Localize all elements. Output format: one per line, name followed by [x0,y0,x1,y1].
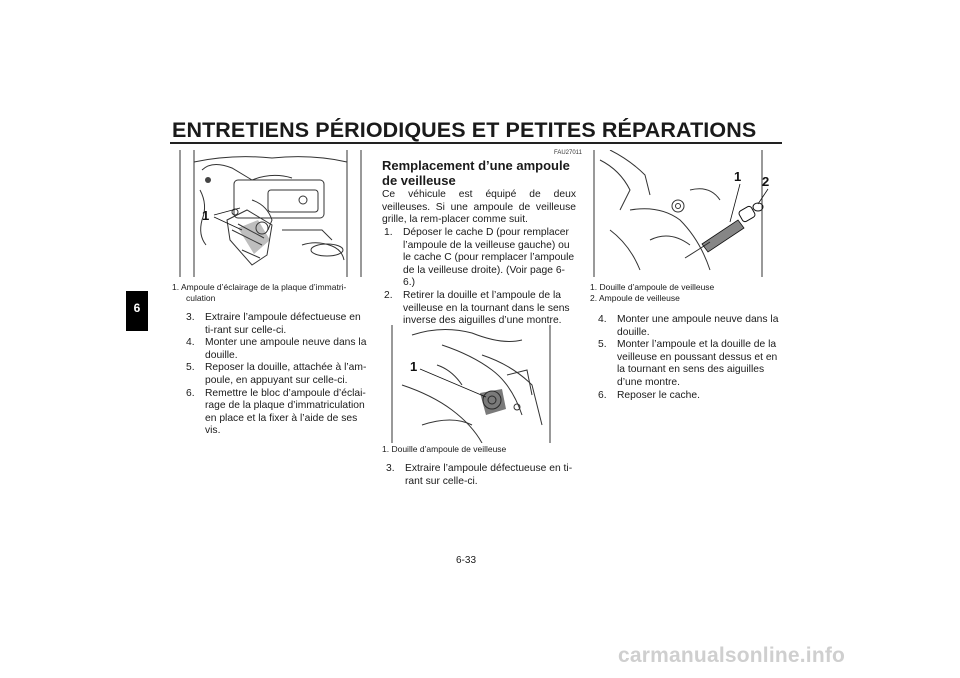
list-item: 1. Déposer le cache D (pour remplacer l’ampoule de la veilleuse gauche) ou le cache C (pour remplacer l’ampoule de la veilleuse droite). (Voir page 6-6.) [384,227,575,289]
figure-callout-1: 1 [410,359,418,374]
license-plate-lamp-illustration [172,150,369,277]
figure-callout-2: 2 [762,174,770,189]
intro-paragraph: Ce véhicule est équipé de deux veilleuses. Si une ampoule de veilleuse grille, la rem-placer comme suit. [382,189,576,226]
parking-lamp-bulb-illustration [590,150,782,277]
title-rule [170,142,782,144]
figure-callout-1: 1 [202,208,210,223]
license-plate-lamp-figure [172,150,369,277]
chapter-tab: 6 [126,291,148,331]
steps-list-middle-bottom [386,463,578,488]
list-item: 4. Monter une ampoule neuve dans la douille. [186,337,367,361]
steps-list-right [598,314,782,402]
parking-lamp-socket-illustration [382,325,577,443]
list-item: 5. Monter l’ampoule et la douille de la veilleuse en poussant dessus et en la tournant en sens des aiguilles d’une montre. [598,339,778,388]
figure-caption-right: 1. Douille d’ampoule de veilleuse 2. Ampoule de veilleuse [590,282,715,303]
steps-list-left [186,312,370,438]
section-heading: Remplacement d’une ampoule de veilleuse [382,158,570,188]
parking-lamp-socket-figure [382,325,577,443]
watermark: carmanualsonline.info [618,644,846,667]
figure-caption-left: 1. Ampoule d’éclairage de la plaque d’immatri- culation [172,282,347,303]
figure-callout-1: 1 [734,169,742,184]
steps-list-middle-top [384,227,576,328]
page-title: ENTRETIENS PÉRIODIQUES ET PETITES RÉPARATIONS [172,118,757,142]
parking-lamp-bulb-figure [590,150,782,277]
figure-caption-middle: 1. Douille d’ampoule de veilleuse [382,444,507,454]
page-number: 6-33 [456,555,477,566]
list-item: 3. Extraire l’ampoule défectueuse en ti-rant sur celle-ci. [186,312,361,336]
list-item: 5. Reposer la douille, attachée à l’am-poule, en appuyant sur celle-ci. [186,362,367,386]
list-item: 6. Remettre le bloc d’ampoule d’éclai-rage de la plaque d’immatriculation en place et la fixer à l’aide de ses vis. [186,387,366,437]
section-code: FAU27011 [554,150,582,156]
list-item: 3. Extraire l’ampoule défectueuse en ti-rant sur celle-ci. [386,463,573,487]
list-item: 4. Monter une ampoule neuve dans la douille. [598,314,779,338]
list-item: 2. Retirer la douille et l’ampoule de la veilleuse en la tournant dans le sens inverse des aiguilles d’une montre. [384,289,570,327]
list-item: 6. Reposer le cache. [598,389,700,401]
